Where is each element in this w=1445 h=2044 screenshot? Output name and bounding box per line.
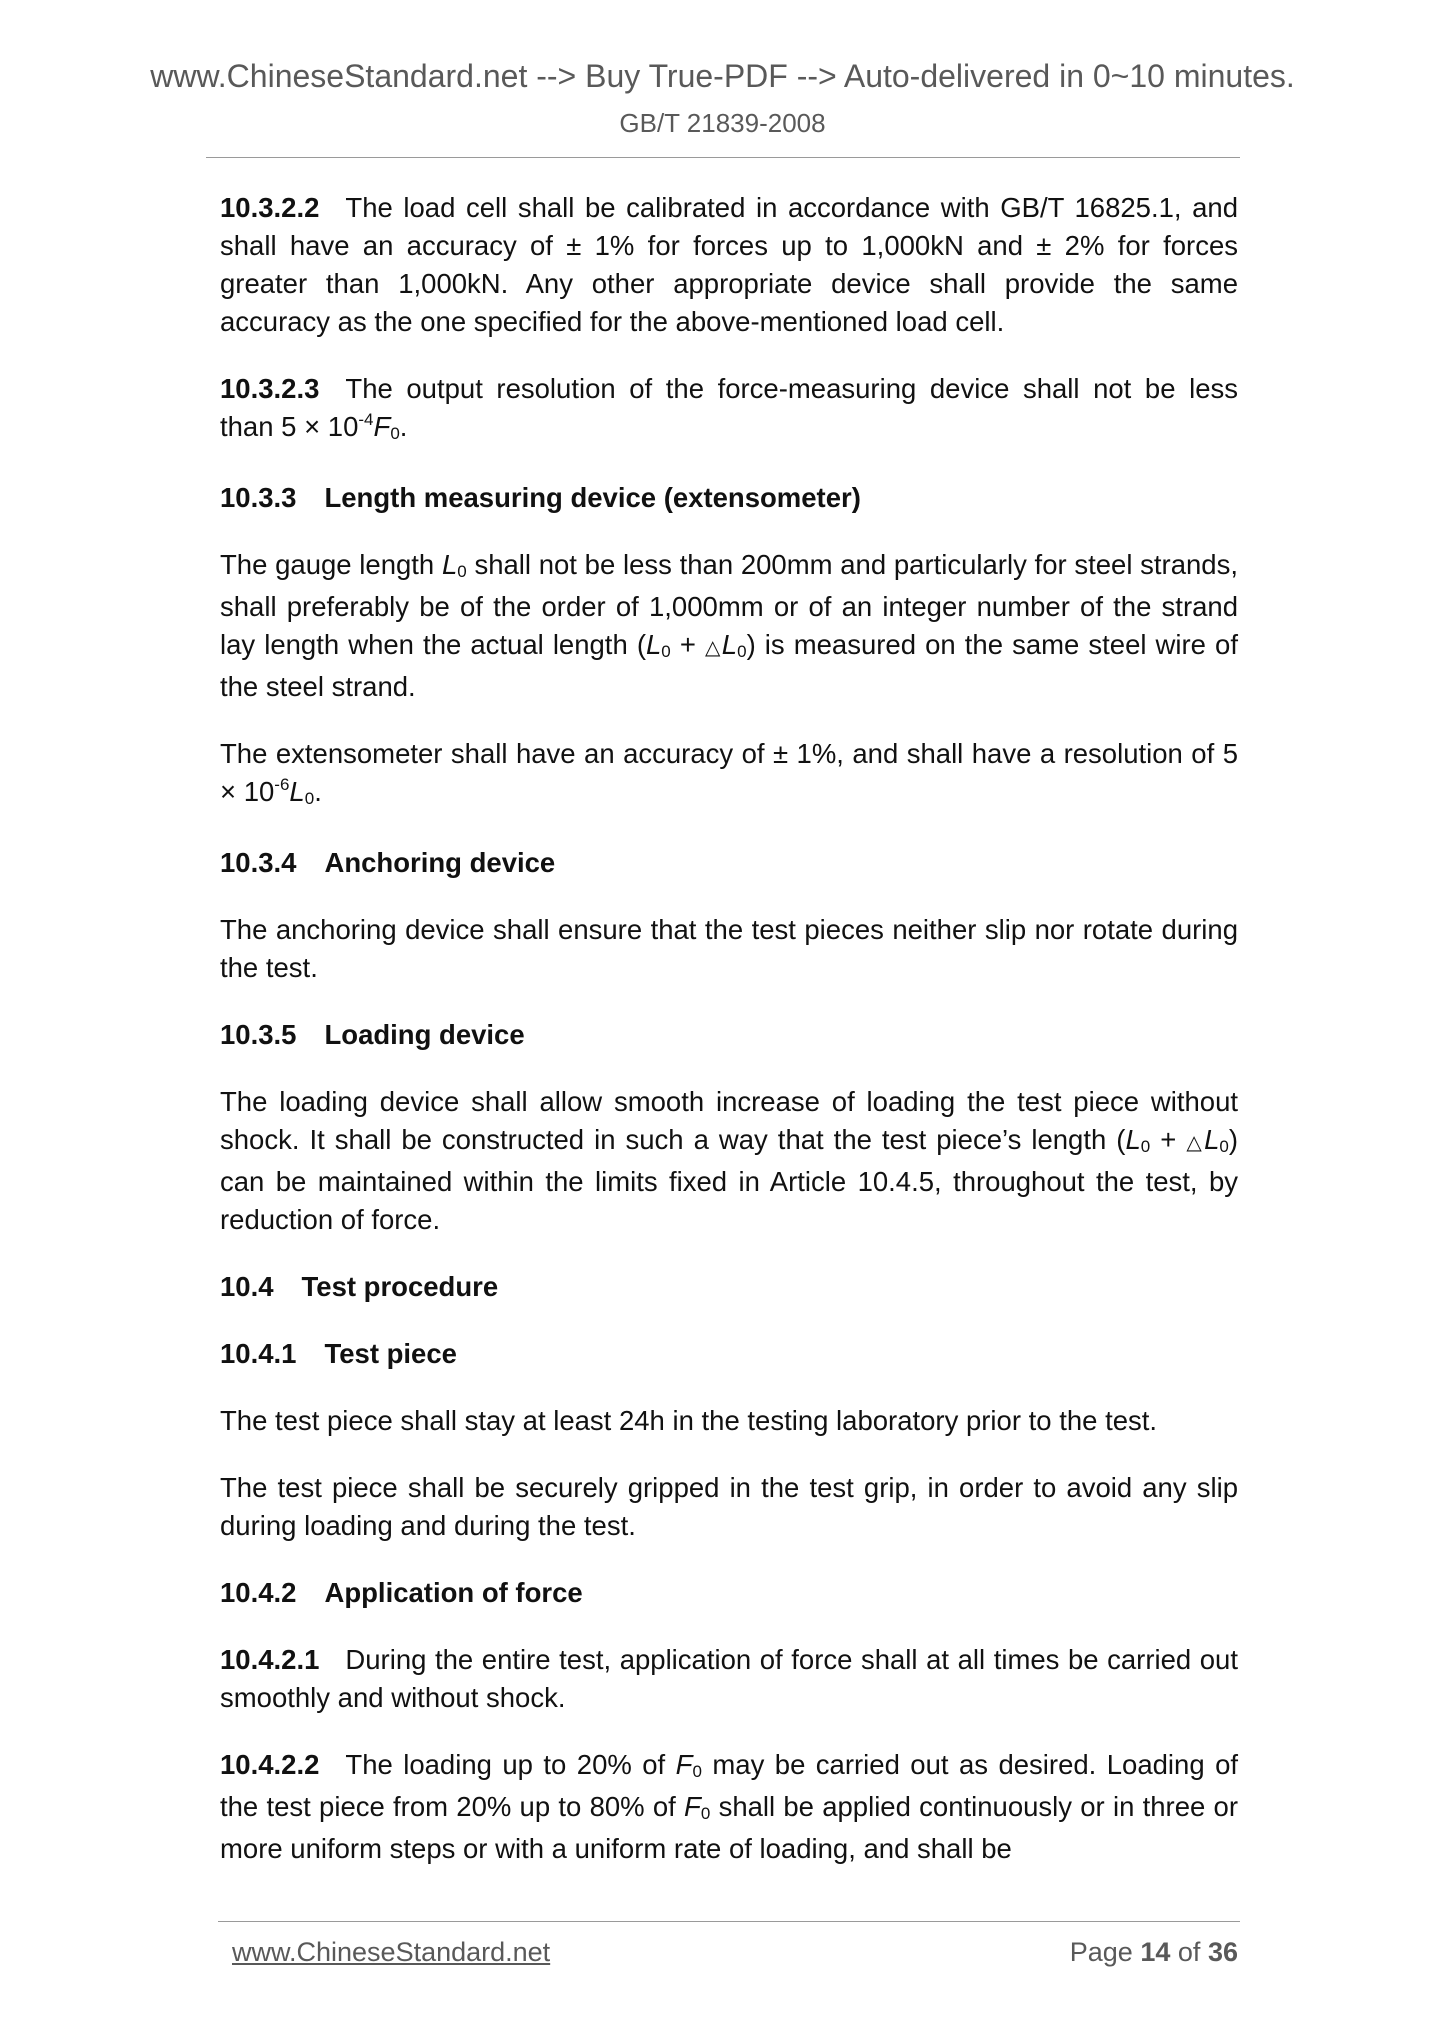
heading-number: 10.4.1 — [220, 1338, 297, 1369]
heading-number: 10.4 — [220, 1271, 274, 1302]
heading-10-3-4 — [220, 844, 1238, 882]
heading-title: Test procedure — [301, 1271, 499, 1302]
page-indicator — [1070, 1937, 1238, 1968]
heading-title: Length measuring device (extensometer) — [324, 482, 861, 513]
page-of: of — [1177, 1937, 1201, 1967]
clause-10-4-2-1 — [220, 1641, 1238, 1717]
exponent: -4 — [358, 410, 374, 429]
variable-F: F — [373, 411, 391, 442]
heading-10-3-3 — [220, 479, 1238, 517]
text-run: The loading up to 20% of — [345, 1749, 676, 1780]
header-divider — [206, 157, 1240, 158]
variable-L: L — [645, 629, 662, 660]
heading-10-4 — [220, 1268, 1238, 1306]
subscript: 0 — [457, 562, 467, 581]
clause-10-3-2-3 — [220, 370, 1238, 450]
text-run: ) can be maintained within the limits fixed in Article 10.4.5, throughout the test, by reduction of force. — [220, 1124, 1238, 1235]
variable-L: L — [441, 549, 458, 580]
page-label: Page — [1069, 1937, 1133, 1967]
variable-F: F — [684, 1791, 701, 1822]
clause-10-4-2-2 — [220, 1746, 1238, 1868]
clause-10-3-2-2 — [220, 189, 1238, 341]
page-total: 36 — [1207, 1937, 1238, 1967]
heading-title: Application of force — [324, 1577, 583, 1608]
paragraph-24h: The test piece shall stay at least 24h in the testing laboratory prior to the test. — [220, 1405, 1158, 1436]
clause-number: 10.3.2.2 — [220, 192, 320, 223]
heading-number: 10.4.2 — [220, 1577, 297, 1608]
clause-text: During the entire test, application of force shall at all times be carried out smoothly and without shock. — [220, 1644, 1238, 1713]
page-current: 14 — [1140, 1937, 1171, 1967]
text-run: shall not be less than 200mm and particularly for steel strands, shall preferably be of the order of 1,000mm or of an integer number of the strand lay length when the actual length ( — [220, 549, 1238, 660]
subscript: 0 — [304, 789, 315, 808]
plus-sign: + — [1150, 1124, 1187, 1155]
clause-number: 10.4.2.1 — [220, 1644, 320, 1675]
heading-number: 10.3.4 — [220, 847, 297, 878]
heading-10-4-2 — [220, 1574, 1238, 1612]
text-run: shall be applied continuously or in three or more uniform steps or with a uniform rate of loading, and shall be — [220, 1791, 1238, 1864]
clause-text: The load cell shall be calibrated in accordance with GB/T 16825.1, and shall have an accuracy of ± 1% for forces up to 1,000kN and ± 2% for forces greater than 1,000kN. Any other appropriate device shall provide the same accuracy as the one specified for the above-mentioned load cell. — [220, 192, 1238, 337]
text-run: may be carried out as desired. Loading of the test piece from 20% up to 80% of — [220, 1749, 1239, 1822]
subscript: 0 — [661, 642, 671, 661]
heading-10-4-1 — [220, 1335, 1238, 1373]
period: . — [314, 776, 322, 807]
clause-number: 10.4.2.2 — [220, 1749, 320, 1780]
delta-symbol: △ — [704, 637, 722, 659]
variable-L: L — [1204, 1124, 1220, 1155]
clause-text: The output resolution of the force-measuring device shall not be less than 5 × 10 — [220, 373, 1238, 442]
heading-title: Test piece — [324, 1338, 457, 1369]
exponent: -6 — [274, 775, 290, 794]
subscript: 0 — [700, 1804, 711, 1823]
subscript: 0 — [390, 424, 400, 443]
heading-number: 10.3.3 — [220, 482, 297, 513]
header-banner: www.ChineseStandard.net --> Buy True-PDF --> Auto-delivered in 0~10 minutes. — [150, 58, 1295, 94]
paragraph-extensometer — [220, 735, 1238, 815]
heading-title: Loading device — [324, 1019, 525, 1050]
period: . — [399, 411, 408, 442]
paragraph-grip: The test piece shall be securely gripped in the test grip, in order to avoid any slip during loading and during the test. — [220, 1472, 1238, 1541]
paragraph-gauge-length — [220, 546, 1238, 706]
subscript: 0 — [692, 1762, 702, 1781]
text-run: The loading device shall allow smooth increase of loading the test piece without shock. It shall be constructed in such a way that the test piece’s length ( — [220, 1086, 1238, 1155]
variable-L: L — [1125, 1124, 1141, 1155]
standard-number: GB/T 21839-2008 — [619, 108, 826, 138]
heading-title: Anchoring device — [324, 847, 556, 878]
text-run: The gauge length — [220, 549, 442, 580]
paragraph-anchoring: The anchoring device shall ensure that the test pieces neither slip nor rotate during the test. — [220, 914, 1238, 983]
delta-symbol: △ — [1186, 1132, 1205, 1154]
variable-L: L — [721, 629, 738, 660]
variable-L: L — [289, 776, 305, 807]
paragraph-loading-device — [220, 1083, 1238, 1239]
subscript: 0 — [1219, 1137, 1229, 1156]
variable-F: F — [675, 1749, 693, 1780]
footer-website-link[interactable]: www.ChineseStandard.net — [232, 1937, 551, 1967]
subscript: 0 — [1140, 1137, 1151, 1156]
heading-10-3-5 — [220, 1016, 1238, 1054]
footer-divider — [218, 1921, 1240, 1922]
subscript: 0 — [737, 642, 747, 661]
text-run: The extensometer shall have an accuracy of ± 1%, and shall have a resolution of 5 × 10 — [220, 738, 1238, 807]
document-body — [220, 189, 1238, 1897]
heading-number: 10.3.5 — [220, 1019, 297, 1050]
text-run: ) is measured on the same steel wire of the steel strand. — [220, 629, 1238, 702]
plus-sign: + — [670, 629, 705, 660]
clause-number: 10.3.2.3 — [220, 373, 320, 404]
